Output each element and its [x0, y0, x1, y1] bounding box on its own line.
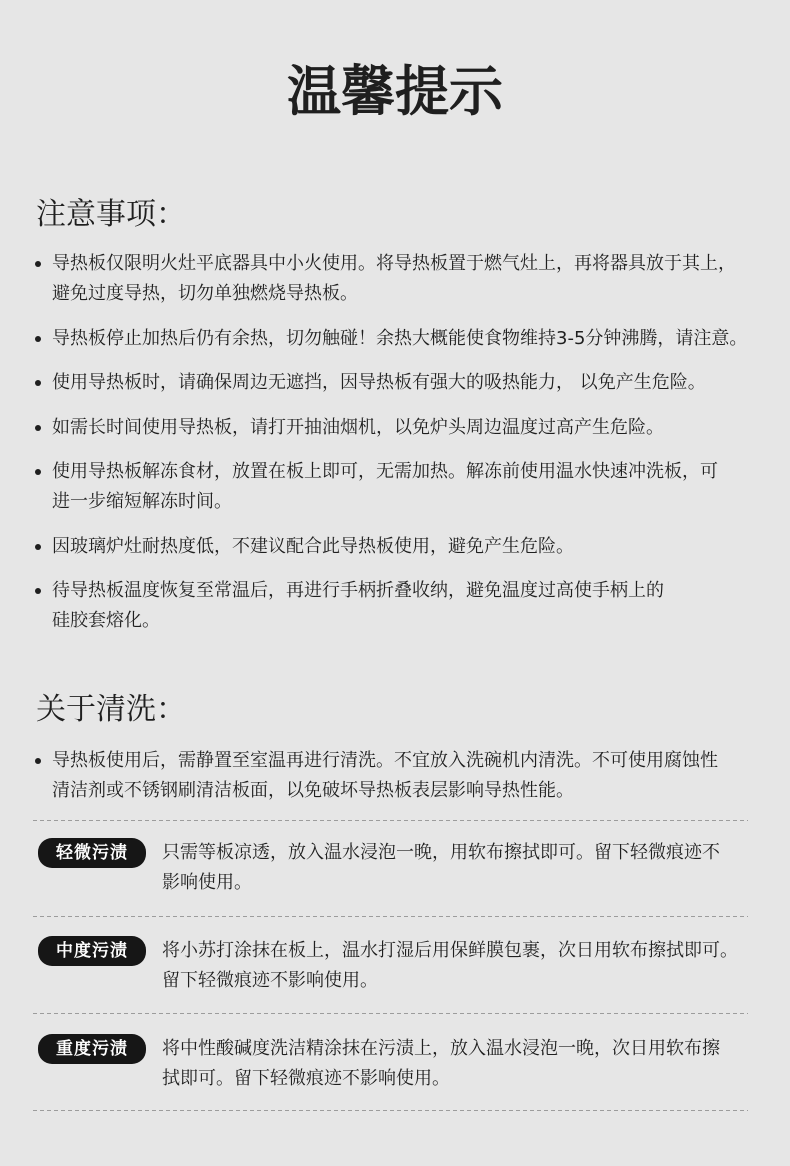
dashed-divider — [33, 916, 748, 917]
stain-level-light — [0, 838, 790, 898]
cleaning-line: 导热板使用后，需静置至室温再进行清洗。不宜放入洗碗机内清洗。不可使用腐蚀性 — [52, 750, 718, 771]
cleaning-item — [0, 746, 790, 806]
stain-level-medium — [0, 936, 790, 996]
note-line: 使用导热板解冻食材，放置在板上即可，无需加热。解冻前使用温水快速冲洗板，可 — [52, 461, 718, 482]
note-line: 因玻璃炉灶耐热度低，不建议配合此导热板使用，避免产生危险。 — [52, 535, 574, 557]
note-item — [0, 532, 790, 562]
stain-line: 拭即可。留下轻微痕迹不影响使用。 — [162, 1068, 450, 1089]
cleaning-line: 清洁剂或不锈钢刷清洁板面，以免破坏导热板表层影响导热性能。 — [52, 780, 574, 801]
dashed-divider — [33, 1110, 748, 1111]
page-title: 温馨提示 — [287, 60, 503, 123]
bullet-dot — [35, 544, 41, 550]
stain-instructions — [162, 838, 720, 898]
bullet-dot — [35, 336, 41, 342]
bullet-dot — [35, 425, 41, 431]
stain-line: 影响使用。 — [162, 872, 252, 893]
note-line: 待导热板温度恢复至常温后，再进行手柄折叠收纳，避免温度过高使手柄上的 — [52, 580, 664, 601]
note-item — [0, 249, 790, 309]
note-line: 进一步缩短解冻时间。 — [52, 491, 232, 512]
stain-badge: 重度污渍 — [38, 1034, 146, 1064]
stain-line: 只需等板凉透，放入温水浸泡一晚，用软布擦拭即可。留下轻微痕迹不 — [162, 842, 720, 863]
note-line: 使用导热板时，请确保周边无遮挡，因导热板有强大的吸热能力， 以免产生危险。 — [52, 372, 706, 393]
note-item — [0, 368, 790, 398]
note-item — [0, 324, 790, 354]
stain-level-heavy — [0, 1034, 790, 1094]
stain-badge: 中度污渍 — [38, 936, 146, 966]
stain-line: 将小苏打涂抹在板上，温水打湿后用保鲜膜包裹，次日用软布擦拭即可。 — [162, 940, 738, 961]
dashed-divider — [33, 820, 748, 821]
section-heading-cleaning: 关于清洗： — [36, 692, 186, 727]
bullet-dot — [35, 380, 41, 386]
bullet-dot — [35, 469, 41, 475]
cleaning-list — [0, 746, 790, 821]
section-heading-notes: 注意事项： — [36, 197, 186, 232]
note-line: 导热板停止加热后仍有余热，切勿触碰！余热大概能使食物维持3-5分钟沸腾，请注意。 — [52, 327, 748, 349]
dashed-divider — [33, 1013, 748, 1014]
stain-instructions — [162, 1034, 720, 1094]
stain-line: 留下轻微痕迹不影响使用。 — [162, 970, 378, 991]
note-line: 导热板仅限明火灶平底器具中小火使用。将导热板置于燃气灶上，再将器具放于其上， — [52, 253, 736, 274]
notes-list — [0, 249, 790, 651]
bullet-dot — [35, 588, 41, 594]
note-line: 如需长时间使用导热板，请打开抽油烟机，以免炉头周边温度过高产生危险。 — [52, 416, 664, 438]
stain-line: 将中性酸碱度洗洁精涂抹在污渍上，放入温水浸泡一晚，次日用软布擦 — [162, 1038, 720, 1059]
bullet-dot — [35, 261, 41, 267]
note-item — [0, 576, 790, 636]
note-item — [0, 413, 790, 443]
note-item — [0, 457, 790, 517]
note-line: 避免过度导热，切勿单独燃烧导热板。 — [52, 283, 358, 304]
stain-instructions — [162, 936, 738, 996]
note-line: 硅胶套熔化。 — [52, 610, 160, 631]
bullet-dot — [35, 758, 41, 764]
stain-badge: 轻微污渍 — [38, 838, 146, 868]
